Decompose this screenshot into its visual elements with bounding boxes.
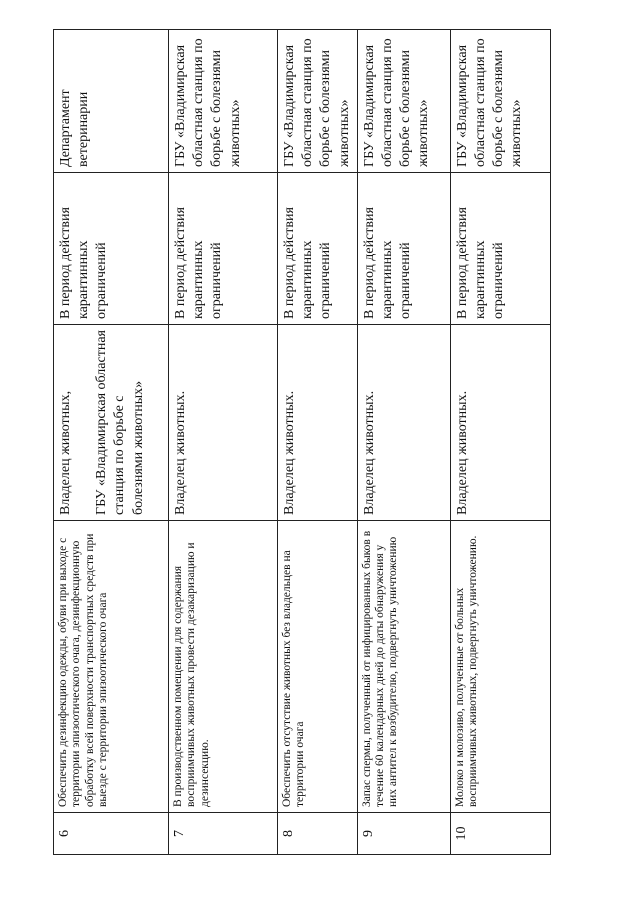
measure-text: Запас спермы, полученный от инфицированных быков в течение 60 календарных дней до даты обнаружения у них антител к возбудителю, подвергнуть уничтожению: [357, 521, 450, 813]
organization-text: Департамент ветеринарии: [54, 30, 169, 173]
table-row: [450, 30, 550, 855]
period-text: В период действия карантинных ограничений: [169, 173, 278, 325]
organization-text: ГБУ «Владимирская областная станция по борьбе с болезнями животных»: [450, 30, 550, 173]
organization-text: ГБУ «Владимирская областная станция по борьбе с болезнями животных»: [169, 30, 278, 173]
responsible-primary: Владелец животных.: [454, 390, 470, 515]
period-text: В период действия карантинных ограничений: [357, 173, 450, 325]
responsible-cell: [54, 325, 169, 521]
responsible-primary: Владелец животных,: [58, 390, 73, 515]
responsible-primary: Владелец животных.: [282, 390, 297, 515]
table-row: [54, 30, 169, 855]
period-text: В период действия карантинных ограничений: [450, 173, 550, 325]
table-row: [357, 30, 450, 855]
rotated-table-container: [53, 30, 546, 855]
measure-text: Обеспечить дезинфекцию одежды, обуви при выходе с территории эпизоотического очага, дезинфекционную обработку всей поверхности транспортных средств при выезде с территории эпизоотического очага: [54, 521, 169, 813]
organization-text: ГБУ «Владимирская областная станция по борьбе с болезнями животных»: [278, 30, 358, 173]
measure-text: Обеспечить отсутствие животных без владельцев на территории очага: [278, 521, 358, 813]
organization-text: ГБУ «Владимирская областная станция по борьбе с болезнями животных»: [357, 30, 450, 173]
measures-table: [53, 29, 551, 855]
measure-text: Молоко и молозиво, полученные от больных восприимчивых животных, подвергнуть уничтожению.: [450, 521, 550, 813]
responsible-cell: [169, 325, 278, 521]
period-text: В период действия карантинных ограничений: [278, 173, 358, 325]
responsible-cell: [450, 325, 550, 521]
row-number: 7: [169, 813, 278, 855]
row-number: 9: [357, 813, 450, 855]
responsible-cell: [357, 325, 450, 521]
table-row: [169, 30, 278, 855]
row-number: 8: [278, 813, 358, 855]
responsible-primary: Владелец животных.: [361, 390, 377, 515]
responsible-secondary: ГБУ «Владимирская областная станция по борьбе с болезнями животных»: [94, 330, 146, 515]
period-text: В период действия карантинных ограничений: [54, 173, 169, 325]
measure-text: В производственном помещении для содержания восприимчивых животных провести дезакаризацию и дезинсекцию.: [169, 521, 278, 813]
row-number: 6: [54, 813, 169, 855]
responsible-primary: Владелец животных.: [173, 390, 188, 515]
responsible-cell: [278, 325, 358, 521]
row-number: 10: [450, 813, 550, 855]
table-row: [278, 30, 358, 855]
